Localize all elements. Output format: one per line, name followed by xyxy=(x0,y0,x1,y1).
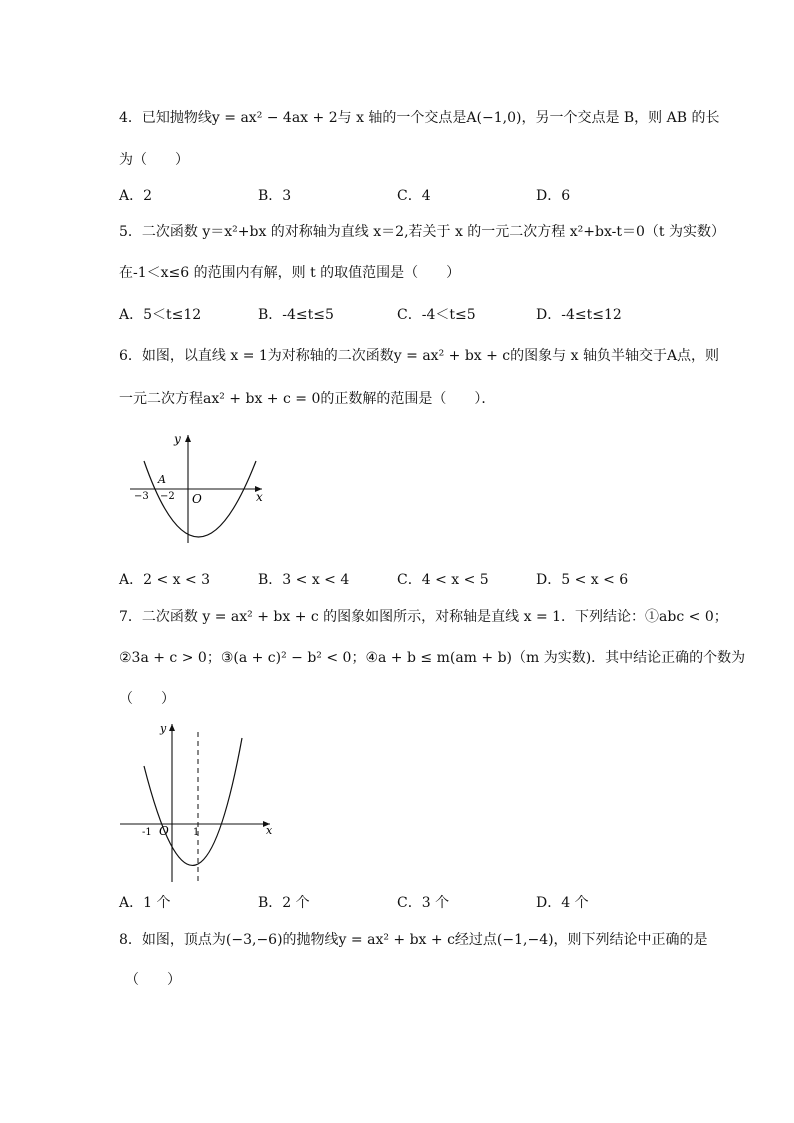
question-5-option-a: A．5＜t≤12 xyxy=(119,307,202,323)
question-6-option-d: D．5 < x < 6 xyxy=(536,572,629,588)
question-5-option-b: B．-4≤t≤5 xyxy=(258,307,334,323)
question-4-option-d: D．6 xyxy=(536,188,571,204)
question-4-option-c: C．4 xyxy=(397,188,431,204)
x-axis-label: x xyxy=(256,490,263,504)
tick-label-neg-3: −3 xyxy=(134,491,149,502)
question-7-option-c: C．3 个 xyxy=(397,895,450,911)
question-5-option-d: D．-4≤t≤12 xyxy=(536,307,622,323)
question-6-option-b: B．3 < x < 4 xyxy=(258,572,350,588)
question-7-option-b: B．2 个 xyxy=(258,895,310,911)
question-4-stem-line-1: 4．已知抛物线y = ax² − 4ax + 2与 x 轴的一个交点是A(−1,0)，另一个交点是 B，则 AB 的长 xyxy=(119,110,720,126)
question-7-option-d: D．4 个 xyxy=(536,895,589,911)
question-7-stem-line-1: 7．二次函数 y = ax² + bx + c 的图象如图所示，对称轴是直线 x = 1．下列结论：①abc < 0； xyxy=(119,609,728,625)
y-axis-arrow-icon xyxy=(185,435,191,442)
question-6-graph xyxy=(122,425,272,550)
question-7-option-a: A．1 个 xyxy=(119,895,171,911)
point-a-label: A xyxy=(158,473,166,486)
origin-label: O xyxy=(192,492,202,506)
y-axis-arrow-icon xyxy=(169,724,175,731)
origin-label: O xyxy=(159,824,169,838)
question-6-option-a: A．2 < x < 3 xyxy=(119,572,211,588)
question-5-stem-line-2: 在-1＜x≤6 的范围内有解，则 t 的取值范围是（ ） xyxy=(119,265,461,281)
question-5-option-c: C．-4＜t≤5 xyxy=(397,307,476,323)
tick-label-1: 1 xyxy=(193,827,200,838)
y-axis-label: y xyxy=(174,432,181,446)
question-6-option-c: C．4 < x < 5 xyxy=(397,572,489,588)
x-axis-label: x xyxy=(266,824,273,837)
parabola-curve xyxy=(144,738,242,865)
question-7-stem-line-3: （ ） xyxy=(119,691,175,707)
question-5-stem-line-1: 5．二次函数 y＝x²+bx 的对称轴为直线 x＝2,若关于 x 的一元二次方程 x²+bx-t＝0（t 为实数） xyxy=(119,224,725,240)
tick-label-neg-1: -1 xyxy=(142,827,152,838)
question-4-option-b: B．3 xyxy=(258,188,292,204)
y-axis-label: y xyxy=(160,722,167,735)
question-6-stem-line-1: 6．如图，以直线 x = 1为对称轴的二次函数y = ax² + bx + c的图象与 x 轴负半轴交于A点，则 xyxy=(119,348,720,364)
question-6-stem-line-2: 一元二次方程ax² + bx + c = 0的正数解的范围是（ ）． xyxy=(119,391,496,407)
question-4-option-a: A．2 xyxy=(119,188,153,204)
question-7-stem-line-2: ②3a + c > 0；③(a + c)² − b² < 0；④a + b ≤ m(am + b)（m 为实数)．其中结论正确的个数为 xyxy=(119,650,746,666)
question-7-graph xyxy=(118,718,278,886)
question-8-stem-line-1: 8．如图，顶点为(−3,−6)的抛物线y = ax² + bx + c经过点(−1,−4)，则下列结论中正确的是 xyxy=(119,932,708,948)
question-8-stem-line-2: （ ） xyxy=(125,972,181,988)
question-4-stem-line-2: 为（ ） xyxy=(119,152,189,168)
tick-label-neg-2: −2 xyxy=(160,491,175,502)
